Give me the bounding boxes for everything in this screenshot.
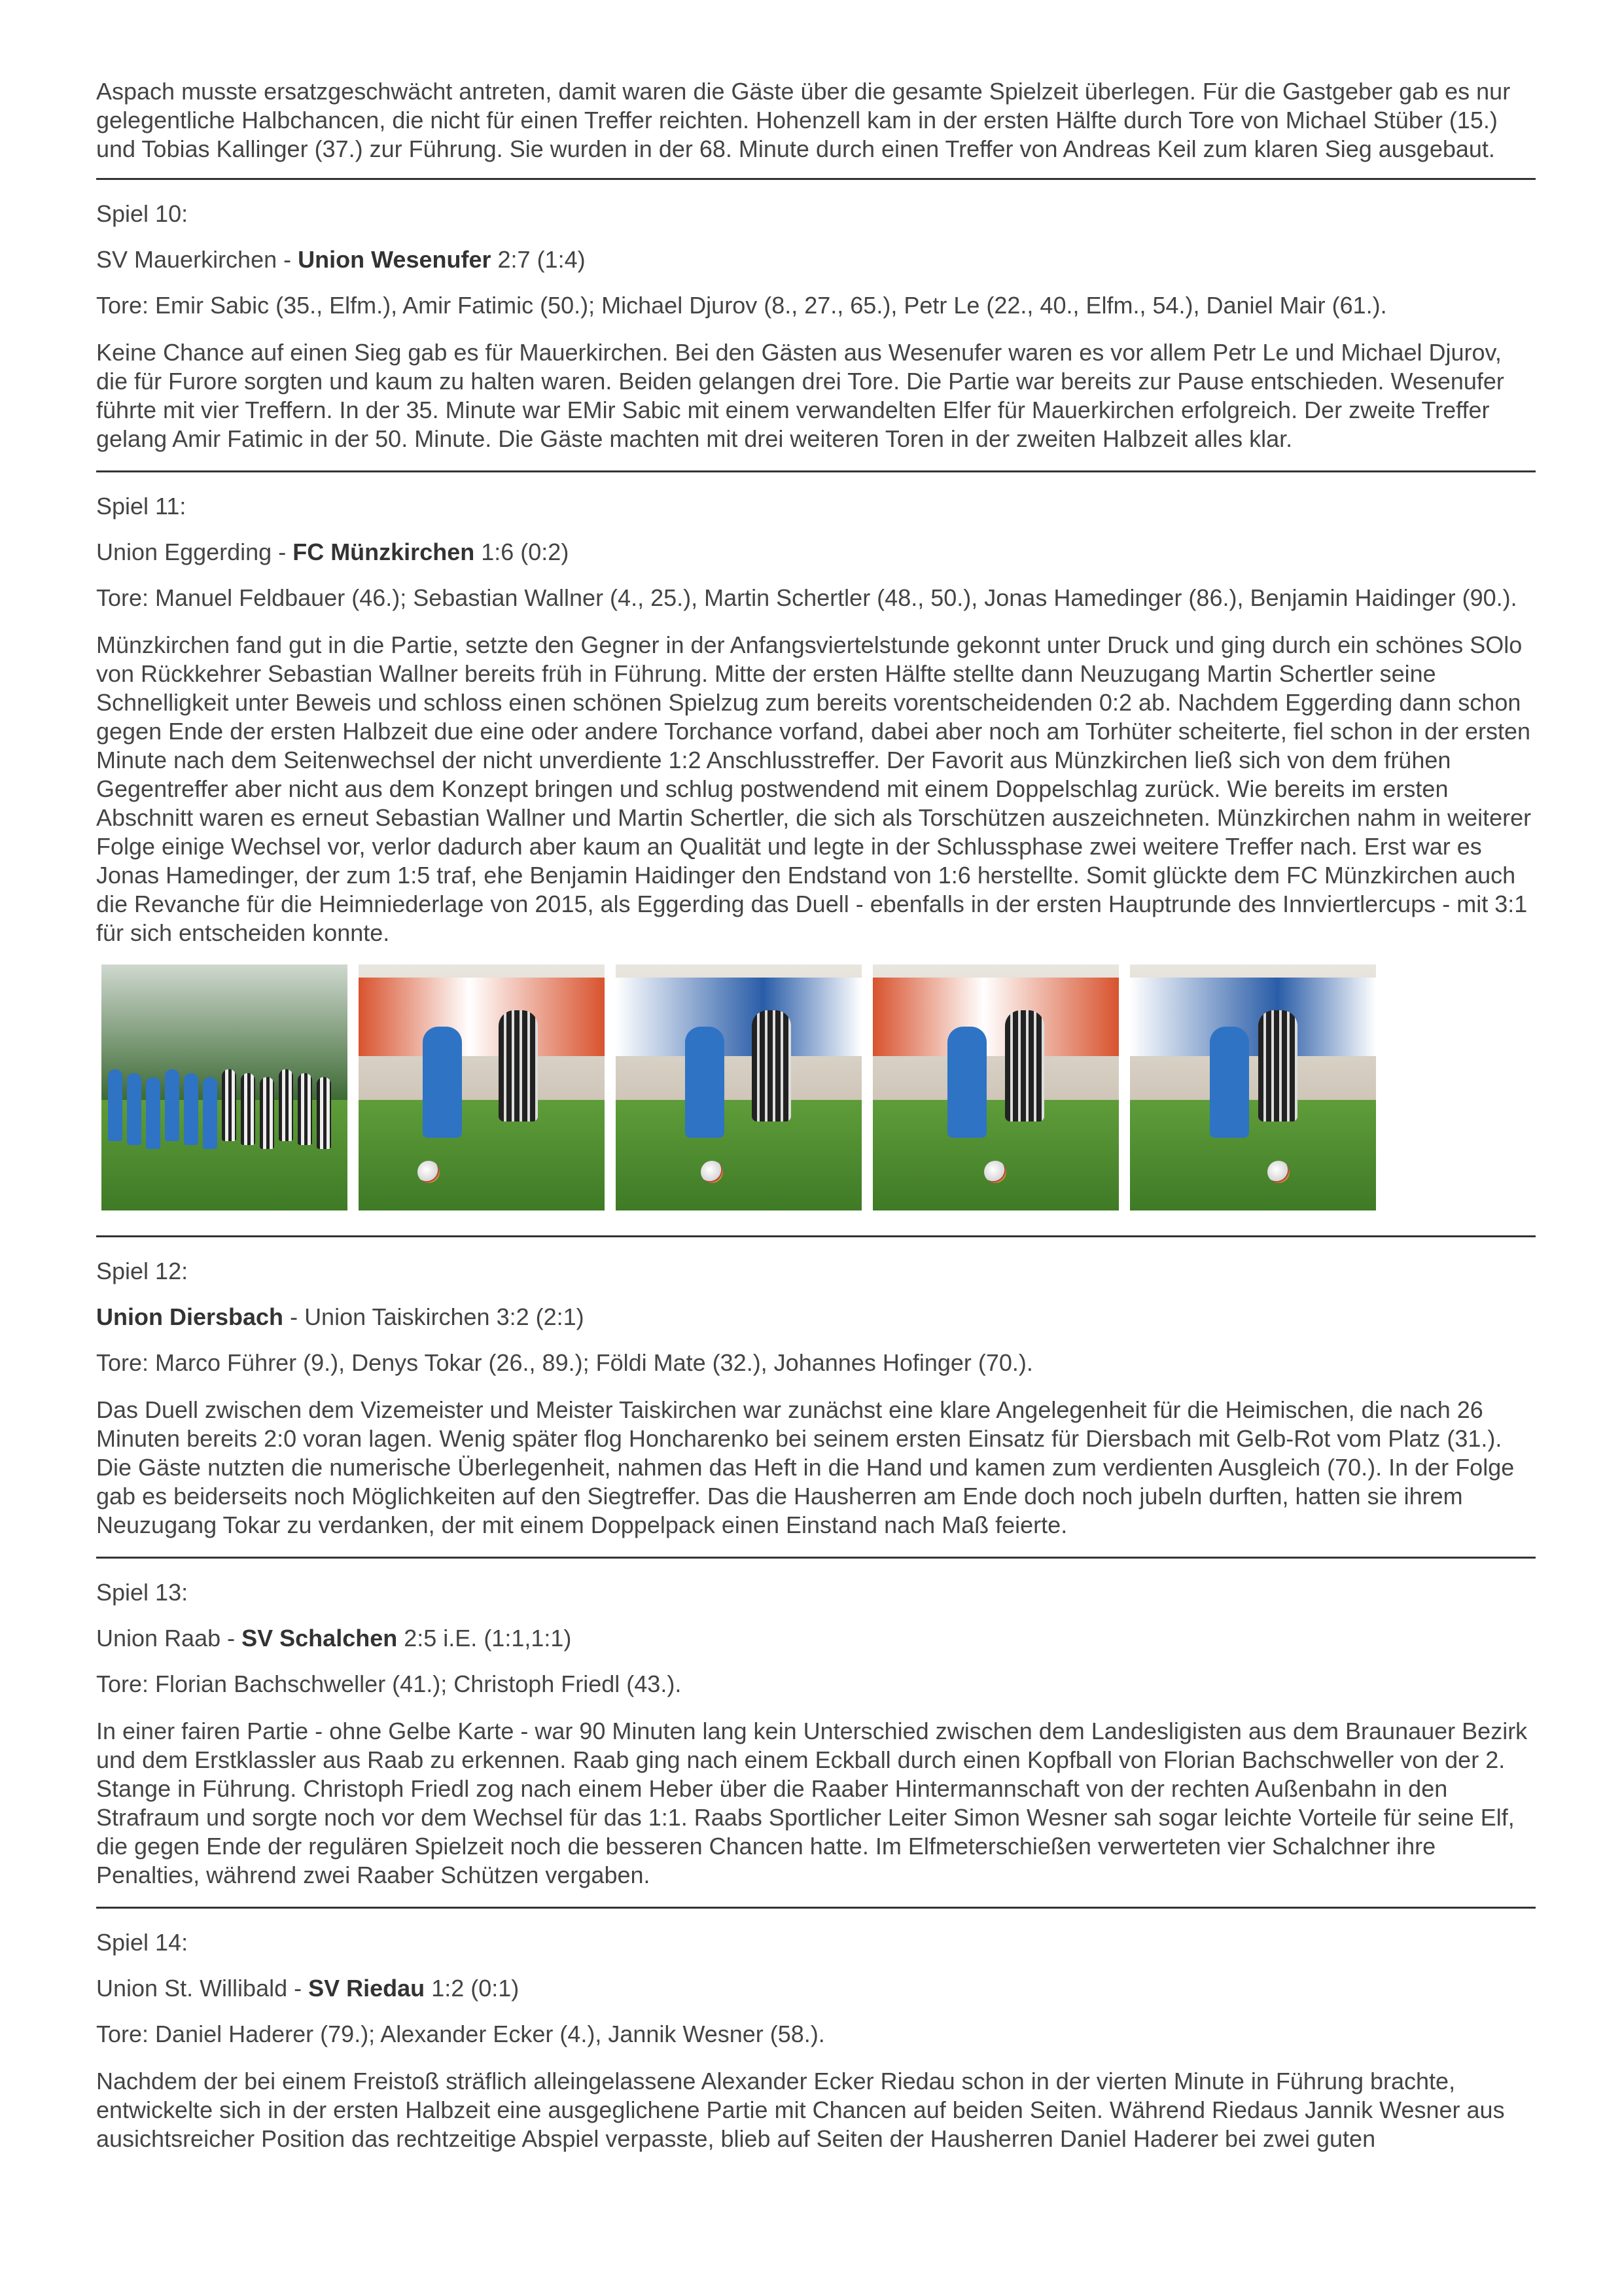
player-figure	[241, 1073, 255, 1145]
game-report	[96, 1578, 1536, 1890]
home-team: SV Mauerkirchen	[96, 246, 277, 273]
section-divider	[96, 470, 1536, 472]
photo-gallery	[101, 964, 1536, 1210]
game-label: Spiel 11:	[96, 493, 186, 520]
home-team: Union Eggerding	[96, 539, 272, 565]
intro-paragraph: Aspach musste ersatzgeschwächt antreten, damit waren die Gäste über die gesamte Spielzeit überlegen. Für die Gastgeber gab es nur gelegentliche Halbchancen, die nicht für einen Treffer reichten. Hohenzell kam in der ersten Hälfte durch Tore von Michael Stüber (15.) und Tobias Kallinger (37.) zur Führung. Sie wurden in der 68. Minute durch einen Treffer von Andreas Keil zum klaren Sieg ausgebaut.	[96, 78, 1511, 162]
match-line: Union Raab - SV Schalchen 2:5 i.E. (1:1,1:1)	[96, 1625, 572, 1651]
player-figure	[203, 1077, 217, 1149]
pitch	[359, 1100, 605, 1210]
advertising-banner	[359, 978, 605, 1056]
player-figure	[298, 1073, 312, 1145]
article-page	[96, 77, 1536, 2170]
player-blue	[947, 1027, 987, 1138]
goal-scorers: Tore: Manuel Feldbauer (46.); Sebastian Wallner (4., 25.), Martin Schertler (48., 50.), Jonas Hamedinger (86.), Benjamin Haidinger (90.).	[96, 584, 1517, 611]
advertising-banner	[873, 978, 1119, 1056]
home-team: Union Diersbach	[96, 1303, 284, 1330]
player-figure	[317, 1077, 331, 1149]
home-team: Union Raab	[96, 1625, 221, 1651]
match-score: 1:2 (0:1)	[431, 1975, 520, 2002]
pitch	[873, 1100, 1119, 1210]
advertising-banner	[616, 978, 862, 1056]
player-figure	[146, 1077, 160, 1149]
player-figure	[165, 1069, 179, 1141]
player-blue	[1210, 1027, 1249, 1138]
match-action-photo[interactable]	[359, 964, 605, 1210]
goal-scorers: Tore: Daniel Haderer (79.); Alexander Ecker (4.), Jannik Wesner (58.).	[96, 2021, 825, 2047]
player-figure	[279, 1069, 293, 1141]
player-blue	[685, 1027, 724, 1138]
football	[417, 1161, 440, 1183]
player-figure	[108, 1069, 122, 1141]
section-divider	[96, 1235, 1536, 1237]
player-black	[1258, 1010, 1297, 1122]
match-report: Nachdem der bei einem Freistoß sträflich alleingelassene Alexander Ecker Riedau schon in der vierten Minute in Führung brachte, entwickelte sich in der ersten Halbzeit eine ausgeglichene Partie mit Chancen auf beiden Seiten. Während Riedaus Jannik Wesner aus ausichtsreicher Position das rechtzeitige Abspiel verpasste, blieb auf Seiten der Hausherren Daniel Haderer bei zwei guten	[96, 2068, 1505, 2152]
pitch	[1130, 1100, 1376, 1210]
player-black	[752, 1010, 791, 1122]
match-action-photo[interactable]	[1130, 964, 1376, 1210]
football	[984, 1161, 1006, 1183]
away-team: SV Riedau	[308, 1975, 425, 2002]
game-label: Spiel 12:	[96, 1258, 188, 1284]
goal-scorers: Tore: Marco Führer (9.), Denys Tokar (26., 89.); Földi Mate (32.), Johannes Hofinger (70.).	[96, 1349, 1033, 1376]
team-lineup-photo[interactable]	[101, 964, 347, 1210]
section-divider	[96, 1907, 1536, 1909]
game-report	[96, 1257, 1536, 1540]
match-score: 2:7 (1:4)	[497, 246, 586, 273]
match-score: 3:2 (2:1)	[496, 1303, 584, 1330]
match-line: Union St. Willibald - SV Riedau 1:2 (0:1)	[96, 1975, 520, 2002]
match-score: 1:6 (0:2)	[481, 539, 569, 565]
match-line: Union Diersbach - Union Taiskirchen 3:2 (2:1)	[96, 1303, 584, 1330]
advertising-banner	[1130, 978, 1376, 1056]
game-label: Spiel 10:	[96, 200, 188, 227]
player-figure	[260, 1077, 274, 1149]
match-line: SV Mauerkirchen - Union Wesenufer 2:7 (1:4)	[96, 246, 586, 273]
football	[1267, 1161, 1290, 1183]
player-figure	[184, 1073, 198, 1145]
match-action-photo[interactable]	[616, 964, 862, 1210]
match-line: Union Eggerding - FC Münzkirchen 1:6 (0:2)	[96, 539, 569, 565]
game-reports	[96, 178, 1536, 2153]
player-black	[1005, 1010, 1044, 1122]
away-team: SV Schalchen	[241, 1625, 398, 1651]
player-blue	[423, 1027, 462, 1138]
game-report	[96, 492, 1536, 1210]
player-black	[499, 1010, 538, 1122]
match-report: In einer fairen Partie - ohne Gelbe Karte - war 90 Minuten lang kein Unterschied zwischen dem Landesligisten aus dem Braunauer Bezirk und dem Erstklassler aus Raab zu erkennen. Raab ging nach einem Eckball durch einen Kopfball von Florian Bachschweller von der 2. Stange in Führung. Christoph Friedl zog nach einem Heber über die Raaber Hintermannschaft von der rechten Außenbahn in den Strafraum und sorgte noch vor dem Wechsel für das 1:1. Raabs Sportlicher Leiter Simon Wesner sah sogar leichte Vorteile für seine Elf, die gegen Ende der regulären Spielzeit noch die besseren Chancen hatte. Im Elfmeterschießen verwerteten vier Schalchner ihre Penalties, während zwei Raaber Schützen vergaben.	[96, 1718, 1528, 1888]
match-score: 2:5 i.E. (1:1,1:1)	[404, 1625, 572, 1651]
game-label: Spiel 13:	[96, 1579, 188, 1606]
match-action-photo[interactable]	[873, 964, 1119, 1210]
game-label: Spiel 14:	[96, 1929, 188, 1956]
section-divider	[96, 178, 1536, 180]
player-figure	[127, 1073, 141, 1145]
goal-scorers: Tore: Emir Sabic (35., Elfm.), Amir Fatimic (50.); Michael Djurov (8., 27., 65.), Petr Le (22., 40., Elfm., 54.), Daniel Mair (61.).	[96, 292, 1387, 319]
match-report: Keine Chance auf einen Sieg gab es für Mauerkirchen. Bei den Gästen aus Wesenufer waren es vor allem Petr Le und Michael Djurov, die für Furore sorgten und kaum zu halten waren. Beiden gelangen drei Tore. Die Partie war bereits zur Pause entschieden. Wesenufer führte mit vier Treffern. In der 35. Minute war EMir Sabic mit einem verwandelten Elfer für Mauerkirchen erfolgreich. Der zweite Treffer gelang Amir Fatimic in der 50. Minute. Die Gäste machten mit drei weiteren Toren in der zweiten Halbzeit alles klar.	[96, 339, 1504, 452]
match-report: Münzkirchen fand gut in die Partie, setzte den Gegner in der Anfangsviertelstunde gekonnt unter Druck und ging durch ein schönes SOlo von Rückkehrer Sebastian Wallner bereits früh in Führung. Mitte der ersten Hälfte stellte dann Neuzugang Martin Schertler seine Schnelligkeit unter Beweis und schloss einen schönen Spielzug zum bereits vorentscheidenden 0:2 ab. Nachdem Eggerding dann schon gegen Ende der ersten Halbzeit due eine oder andere Torchance vorfand, dabei aber noch am Torhüter scheiterte, fiel schon in der ersten Minute nach dem Seitenwechsel der nicht unverdiente 1:2 Anschlusstreffer. Der Favorit aus Münzkirchen ließ sich von dem frühen Gegentreffer aber nicht aus dem Konzept bringen und schlug postwendend mit einem Doppelschlag zurück. Wie bereits im ersten Abschnitt waren es erneut Sebastian Wallner und Martin Schertler, die sich als Torschützen auszeichneten. Münzkirchen nahm in weiterer Folge einige Wechsel vor, verlor dadurch aber kaum an Qualität und legte in der Schlussphase zwei weitere Treffer nach. Erst war es Jonas Hamedinger, der zum 1:5 traf, ehe Benjamin Haidinger den Endstand von 1:6 herstellte. Somit glückte dem FC Münzkirchen auch die Revanche für die Heimniederlage von 2015, als Eggerding das Duell - ebenfalls in der ersten Hauptrunde des Innviertlercups - mit 3:1 für sich entscheiden konnte.	[96, 631, 1532, 946]
away-team: Union Taiskirchen	[304, 1303, 490, 1330]
match-report: Das Duell zwischen dem Vizemeister und Meister Taiskirchen war zunächst eine klare Angelegenheit für die Heimischen, die nach 26 Minuten bereits 2:0 voran lagen. Wenig später flog Honcharenko bei seinem ersten Einsatz für Diersbach mit Gelb-Rot vom Platz (31.). Die Gäste nutzten die numerische Überlegenheit, nahmen das Heft in die Hand und kamen zum verdienten Ausgleich (70.). In der Folge gab es beiderseits noch Möglichkeiten auf den Siegtreffer. Das die Hausherren am Ende doch noch jubeln durften, hatten sie ihrem Neuzugang Tokar zu verdanken, der mit einem Doppelpack einen Einstand nach Maß feierte.	[96, 1396, 1515, 1538]
football	[701, 1161, 723, 1183]
game-report	[96, 200, 1536, 453]
home-team: Union St. Willibald	[96, 1975, 288, 2002]
away-team: Union Wesenufer	[298, 246, 491, 273]
goal-scorers: Tore: Florian Bachschweller (41.); Christoph Friedl (43.).	[96, 1670, 682, 1697]
away-team: FC Münzkirchen	[292, 539, 475, 565]
section-divider	[96, 1557, 1536, 1559]
player-figure	[222, 1069, 236, 1141]
pitch	[616, 1100, 862, 1210]
game-report	[96, 1928, 1536, 2153]
